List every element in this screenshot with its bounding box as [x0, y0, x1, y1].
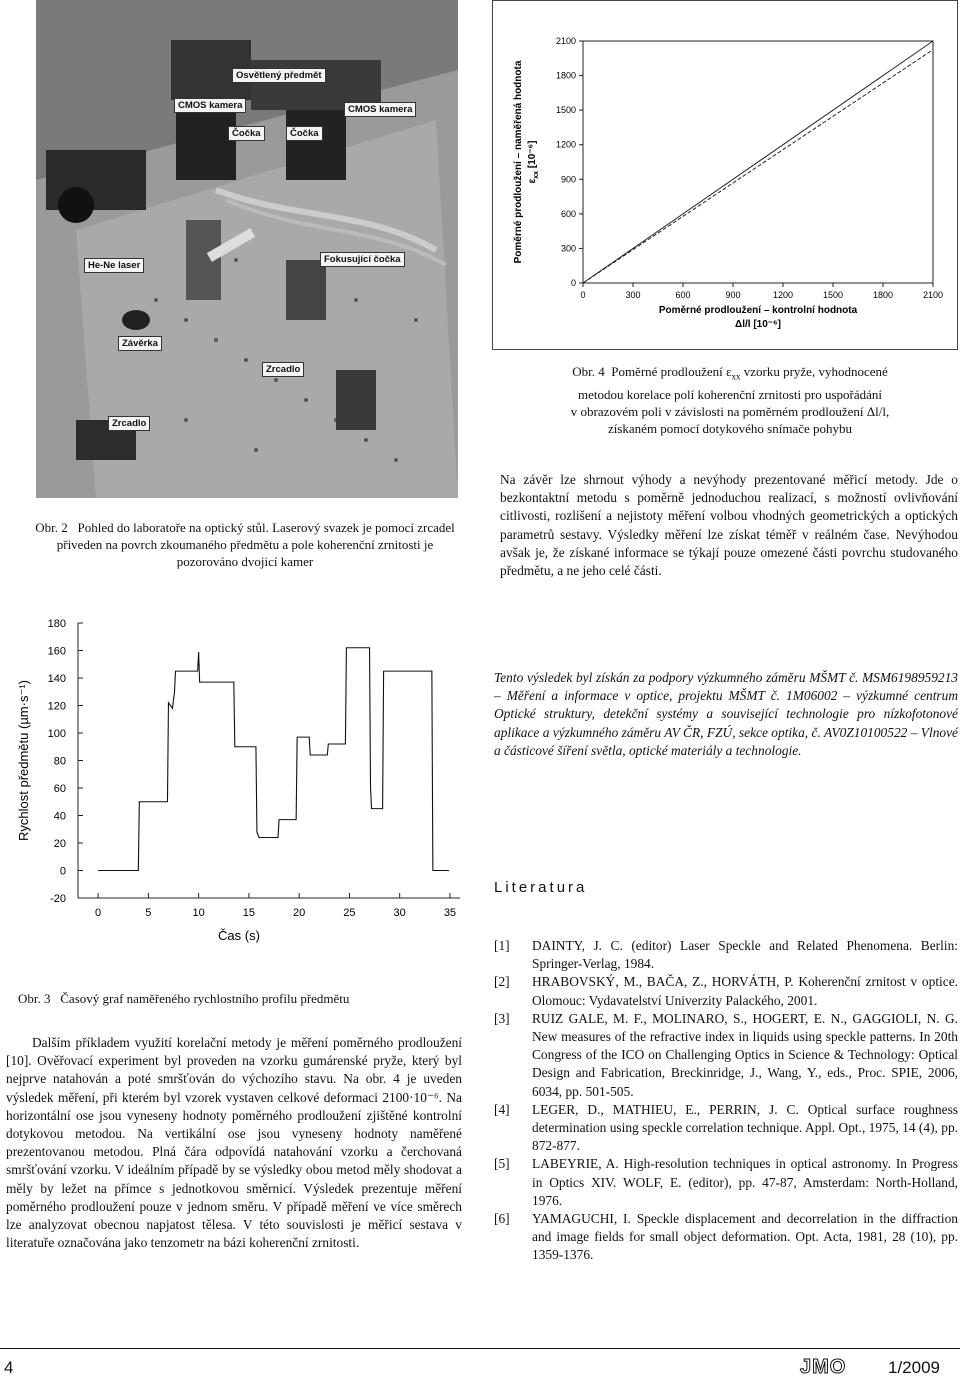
reference-item: [494, 1155, 958, 1210]
x-tick-label: 35: [443, 907, 457, 919]
x-tick-label: 300: [625, 290, 641, 300]
figure3-caption-text: Časový graf naměřeného rychlostního profilu předmětu: [60, 991, 350, 1006]
body-paragraph: Dalším příkladem využití korelační metody je měření poměrného prodloužení [10]. Ověřovací experiment byl proveden na vzorku gumárenské pryže, který byl nejprve natahován a poté smršťován do výchozího stavu. Na obr. 4 je uveden výsledek měření, při kterém byl vzorek vystaven celkové deformaci 2100·10⁻⁶. Na horizontální ose jsou vyneseny hodnoty poměrného prodloužení zjištěné kontrolní dotykovou metodou. Na vertikální ose jsou vyneseny hodnoty naměřené prezentovanou metodou. Plná čára odpovídá natahování vzorku a čerchovaná smršťování vzorku. V ideálním případě by se výsledky obou metod měly shodovat a měly by ležet na přímce s jednotkovou směrnicí. Výsledek prezentuje měření poměrného prodloužení pouze v jednom směru. V případě měření ve více směrech lze analyzovat obecnou napjatost tělesa. V této souvislosti je měřicí sestava v literatuře označována jako tenzometr na bázi koherenční zrnitosti.: [6, 1035, 462, 1251]
figure4-caption: [500, 363, 960, 437]
page-number: 4: [4, 1358, 14, 1377]
y-axis-label-unit: $\varepsilon_{xx}$ [10⁻⁶]: [527, 140, 540, 184]
x-tick-label: 2100: [922, 290, 944, 300]
series-line-dashed: [583, 50, 933, 283]
issue-number: 1/2009: [888, 1358, 940, 1377]
figure2-caption-text: Pohled do laboratoře na optický stůl. Laserový svazek je pomocí zrcadel přiveden na povrch zkoumaného předmětu a pole koherenční zrnitosti je pozorováno dvojicí kamer: [56, 520, 455, 569]
reference-number: [4]: [494, 1101, 510, 1117]
y-tick-label: 120: [47, 700, 66, 713]
jmo-logo: JMO: [800, 1356, 847, 1378]
figure2-caption: [28, 519, 462, 570]
x-axis-label: Poměrné prodloužení – kontrolní hodnota: [658, 305, 858, 316]
figure4-chart: [493, 1, 959, 351]
y-tick-label: 160: [47, 645, 66, 658]
velocity-series-line: [98, 648, 449, 871]
reference-number: [3]: [494, 1010, 510, 1026]
x-tick-label: 0: [95, 907, 102, 919]
reference-item: [494, 1101, 958, 1156]
y-tick-label: 1500: [555, 105, 576, 116]
reference-item: [494, 1210, 958, 1265]
y-axis-label: Rychlost předmětu (µm·s⁻¹): [16, 680, 31, 841]
reference-text: YAMAGUCHI, I. Speckle displacement and decorrelation in the diffraction and image fields for small object deformation. Opt. Acta, 1981, 28 (10), pp. 1359-1376.: [532, 1211, 958, 1263]
label-cocka-right: Čočka: [286, 126, 323, 141]
footer-rule: [0, 1348, 960, 1349]
figure3-chart: [0, 593, 462, 971]
figure4-caption-prefix: Obr. 4: [572, 364, 605, 379]
reference-number: [6]: [494, 1211, 510, 1227]
y-tick-label: 1200: [555, 139, 576, 150]
label-zrcadlo-top: Zrcadlo: [262, 362, 304, 377]
figure4-caption-line4: získaném pomocí dotykového snímače pohybu: [607, 420, 853, 436]
y-tick-label: 0: [59, 865, 66, 878]
x-tick-label: 600: [675, 290, 691, 300]
figure3-caption-prefix: Obr. 3: [18, 991, 51, 1006]
y-tick-label: 0: [570, 278, 576, 288]
x-tick-label: 15: [242, 907, 256, 919]
y-tick-label: 60: [53, 783, 66, 795]
y-tick-label: 100: [47, 728, 66, 740]
x-tick-label: 5: [145, 907, 152, 919]
label-zaverka: Závěrka: [118, 336, 162, 351]
x-axis-label-unit: Δl/l [10⁻⁶]: [735, 319, 781, 330]
reference-text: LEGER, D., MATHIEU, E., PERRIN, J. C. Optical surface roughness determination using speckle correlation technique. Appl. Opt., 1975, 14 (4), pp. 872-877.: [532, 1101, 958, 1154]
y-axis-label: Poměrné prodloužení – naměřená hodnota: [513, 60, 524, 264]
y-axis-label-group: [513, 60, 540, 263]
reference-item: [494, 937, 958, 973]
y-tick-label: 600: [560, 208, 576, 219]
label-cocka-left: Čočka: [228, 126, 265, 141]
label-fokusujici-cocka: Fokusující čočka: [320, 252, 405, 267]
label-cmos-left: CMOS kamera: [174, 98, 246, 113]
x-tick-label: 30: [393, 907, 406, 919]
reference-item: [494, 1010, 958, 1101]
figure4-caption-line3: v obrazovém poli v závislosti na poměrném prodloužení Δl/l,: [570, 403, 890, 419]
y-tick-label: 300: [560, 243, 576, 254]
figure4-caption-line2: metodou korelace polí koherenční zrnitosti pro uspořádání: [578, 386, 882, 402]
x-tick-label: 10: [192, 907, 205, 919]
x-tick-label: 1500: [822, 290, 844, 300]
reference-text: RUIZ GALE, M. F., MOLINARO, S., HOGERT, E. N., GAGGIOLI, N. G. New measures of the refractive index in liquids using speckle patterns. In 20th Congress of the ICO on Challenging Optics in Science & Technology: Optical Design and Fabrication, Breckinridge, J., Wang, Y., eds., Proc. SPIE, 2006, 6034, pp. 501-505.: [532, 1010, 958, 1099]
reference-number: [2]: [494, 974, 510, 990]
reference-number: [1]: [494, 938, 510, 953]
label-cmos-right: CMOS kamera: [344, 102, 416, 117]
x-tick-label: 900: [725, 290, 741, 300]
literatura-heading: Literatura: [494, 879, 588, 896]
figure3-chart-wrap: [0, 593, 462, 971]
y-tick-label: -20: [50, 893, 66, 905]
x-tick-label: 1200: [772, 290, 794, 300]
y-tick-label: 40: [53, 810, 66, 823]
x-tick-label: 0: [580, 290, 586, 300]
conclusion-paragraph: Na závěr lze shrnout výhody a nevýhody prezentované měřicí metody. Jde o bezkontaktní metodu s poměrně jednoduchou realizací, s možností ovlivňování citlivosti, rozlišení a nejistoty měření volbou vhodných geometrických a optických parametrů sestavy. Výsledky měření lze získat téměř v reálném čase. Nevýhodou avšak je, že získané informace se týkají pouze omezené části povrchu studovaného předmětu, a ne jeho celé části.: [500, 472, 958, 579]
y-tick-label: 80: [53, 755, 66, 768]
reference-list: [494, 937, 958, 1265]
x-tick-label: 20: [293, 907, 306, 919]
figure3-caption: [18, 990, 462, 1007]
y-tick-label: 20: [53, 838, 66, 850]
figure2-caption-prefix: Obr. 2: [35, 520, 68, 535]
y-tick-label: 1800: [555, 70, 576, 81]
figure4-caption-line1: Poměrné prodloužení ε: [611, 364, 732, 379]
x-tick-label: 25: [343, 907, 356, 919]
reference-item: [494, 973, 958, 1009]
figure4-chart-frame: [492, 0, 958, 350]
reference-text: DAINTY, J. C. (editor) Laser Speckle and Related Phenomena. Berlin: Springer-Verlag, 1984.: [532, 938, 958, 972]
figure4-caption-line1b: vzorku pryže, vyhodnocené: [743, 364, 888, 379]
label-laser: He-Ne laser: [84, 258, 144, 273]
reference-text: LABEYRIE, A. High-resolution techniques in optical astronomy. In Progress in Optics XIV. WOLF, E. (editor), pp. 47-87, Amsterdam: North-Holland, 1976.: [532, 1156, 958, 1208]
label-zrcadlo-bottom: Zrcadlo: [108, 416, 150, 431]
x-tick-label: 1800: [872, 290, 894, 300]
label-osvetleny-predmet: Osvětlený předmět: [232, 68, 326, 83]
y-tick-label: 180: [47, 618, 66, 630]
y-tick-label: 2100: [555, 36, 576, 46]
reference-number: [5]: [494, 1156, 510, 1172]
x-axis-label: Čas (s): [218, 928, 260, 943]
y-tick-label: 900: [560, 174, 576, 185]
series-line-solid: [583, 41, 933, 283]
figure4-caption-sub: xx: [731, 371, 741, 382]
y-tick-label: 140: [47, 673, 66, 685]
acknowledgement: Tento výsledek byl získán za podpory výzkumného záměru MŠMT č. MSM6198959213 – Měření a informace v optice, projektu MŠMT č. 1M06002 – výzkumné centrum Optické struktury, detekční systémy a související technologie pro nízkofotonové aplikace a výzkumného záměru AV ČR, FZÚ, sekce optika, č. AV0Z10100522 – Vlnové a částicové šíření světla, optické materiály a technologie.: [494, 670, 958, 758]
reference-text: HRABOVSKÝ, M., BAČA, Z., HORVÁTH, P. Koherenční zrnitost v optice. Olomouc: Vydavatelství Univerzity Palackého, 2001.: [532, 974, 958, 1008]
lab-photo: [36, 0, 458, 498]
